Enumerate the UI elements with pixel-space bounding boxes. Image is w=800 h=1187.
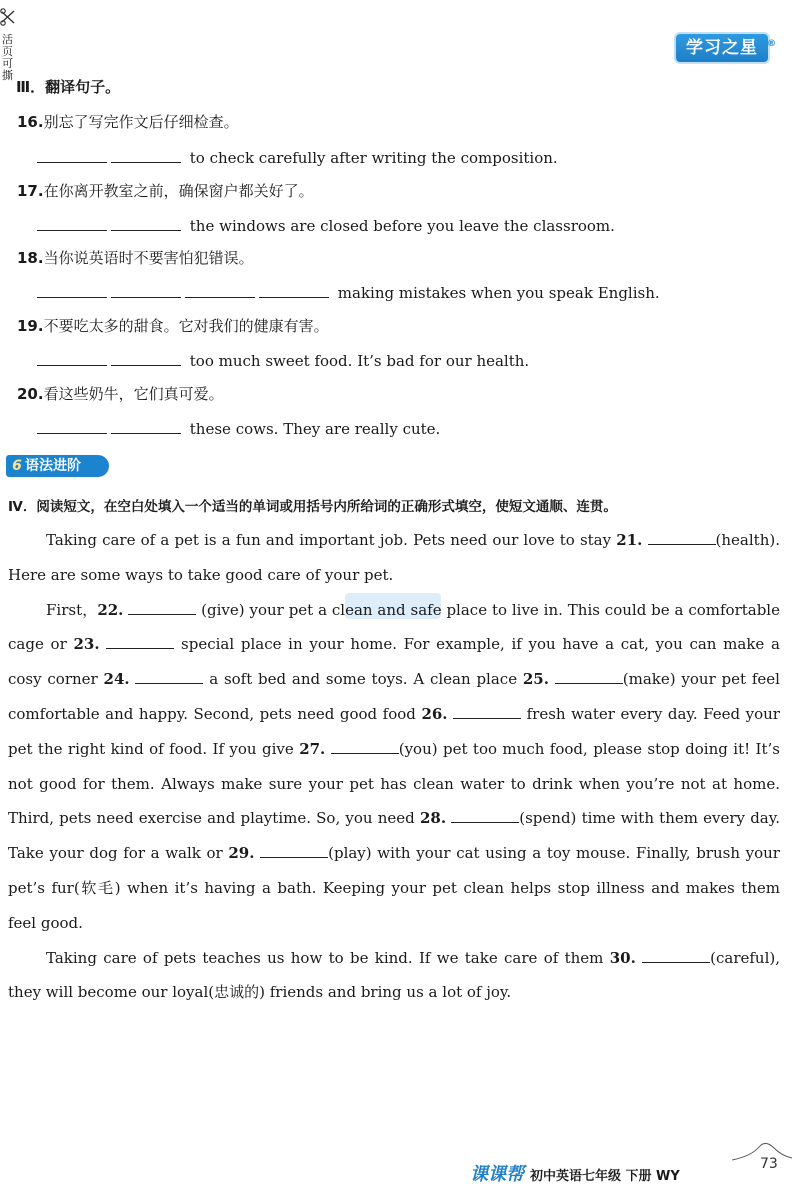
blank-23[interactable]	[106, 634, 174, 649]
section-3-heading: Ⅲ．翻译句子。	[16, 78, 121, 96]
brand-logo-text: 学习之星	[686, 38, 758, 58]
section-number-icon: 6	[12, 458, 22, 474]
passage-paragraph-1: Taking care of a pet is a fun and important job. Pets need our love to stay 21. (health). Here are some ways to take good care of your pet.	[8, 531, 780, 584]
scissors-icon	[0, 8, 18, 26]
answer-blank[interactable]	[111, 351, 181, 366]
answer-blank[interactable]	[37, 351, 107, 366]
blank-24[interactable]	[135, 669, 203, 684]
blank-27[interactable]	[331, 739, 399, 754]
question-19-answer: too much sweet food. It’s bad for our health.	[37, 351, 529, 370]
answer-blank[interactable]	[185, 283, 255, 298]
brand-logo	[676, 34, 777, 62]
answer-blank[interactable]	[37, 419, 107, 434]
question-18-prompt: 18.当你说英语时不要害怕犯错误。	[17, 249, 254, 267]
blank-25[interactable]	[555, 669, 623, 684]
footer-brand: 课课帮	[470, 1164, 524, 1185]
blank-29[interactable]	[260, 843, 328, 858]
question-16-prompt: 16.别忘了写完作文后仔细检查。	[17, 113, 239, 131]
question-20-prompt: 20.看这些奶牛，它们真可爱。	[17, 385, 224, 403]
answer-blank[interactable]	[259, 283, 329, 298]
answer-blank[interactable]	[37, 216, 107, 231]
tear-off-label: 活页可撕	[2, 33, 13, 82]
grammar-section-banner	[6, 455, 109, 477]
blank-21[interactable]	[648, 530, 716, 545]
blank-28[interactable]	[451, 808, 519, 823]
answer-blank[interactable]	[111, 283, 181, 298]
registered-mark: ®	[767, 39, 777, 49]
question-17-answer: the windows are closed before you leave the classroom.	[37, 216, 615, 235]
footer-book-title: 初中英语七年级 下册 WY	[530, 1169, 680, 1184]
blank-26[interactable]	[453, 704, 521, 719]
question-18-answer: making mistakes when you speak English.	[37, 283, 660, 302]
question-20-answer: these cows. They are really cute.	[37, 419, 440, 438]
blank-22[interactable]	[128, 600, 196, 615]
answer-blank[interactable]	[37, 283, 107, 298]
blank-30[interactable]	[642, 948, 710, 963]
question-17-prompt: 17.在你离开教室之前，确保窗户都关好了。	[17, 182, 314, 200]
answer-blank[interactable]	[37, 148, 107, 163]
page-number: 73	[760, 1156, 778, 1172]
answer-blank[interactable]	[111, 148, 181, 163]
section-4-instructions: Ⅳ．阅读短文，在空白处填入一个适当的单词或用括号内所给词的正确形式填空，使短文通顺、连贯。	[8, 499, 617, 515]
answer-blank[interactable]	[111, 419, 181, 434]
passage-paragraph-2: First，22. (give) your pet a clean and safe place to live in. This could be a comfortable cage or 23. special place in your home. For example, if you have a cat, you can make a cosy corner 24. a soft bed and some toys. A clean place 25. (make) your pet feel comfortable and happy. Second, pets need good food 26. fresh water every day. Feed your pet the right kind of food. If you give 27. (you) pet too much food, please stop doing it! It’s not good for them. Always make sure your pet has clean water to drink when you’re not at home. Third, pets need exercise and playtime. So, you need 28. (spend) time with them every day. Take your dog for a walk or 29. (play) with your cat using a toy mouse. Finally, brush your pet’s fur(软毛) when it’s having a bath. Keeping your pet clean helps stop illness and makes them feel good.	[8, 600, 780, 932]
page-footer	[470, 1156, 778, 1185]
answer-blank[interactable]	[111, 216, 181, 231]
question-16-answer: to check carefully after writing the composition.	[37, 148, 558, 167]
reading-passage	[8, 523, 780, 1010]
passage-paragraph-3: Taking care of pets teaches us how to be kind. If we take care of them 30. (careful), they will become our loyal(忠诚的) friends and bring us a lot of joy.	[8, 948, 780, 1002]
question-19-prompt: 19.不要吃太多的甜食。它对我们的健康有害。	[17, 317, 329, 335]
grammar-banner-label: 语法进阶	[25, 458, 81, 474]
